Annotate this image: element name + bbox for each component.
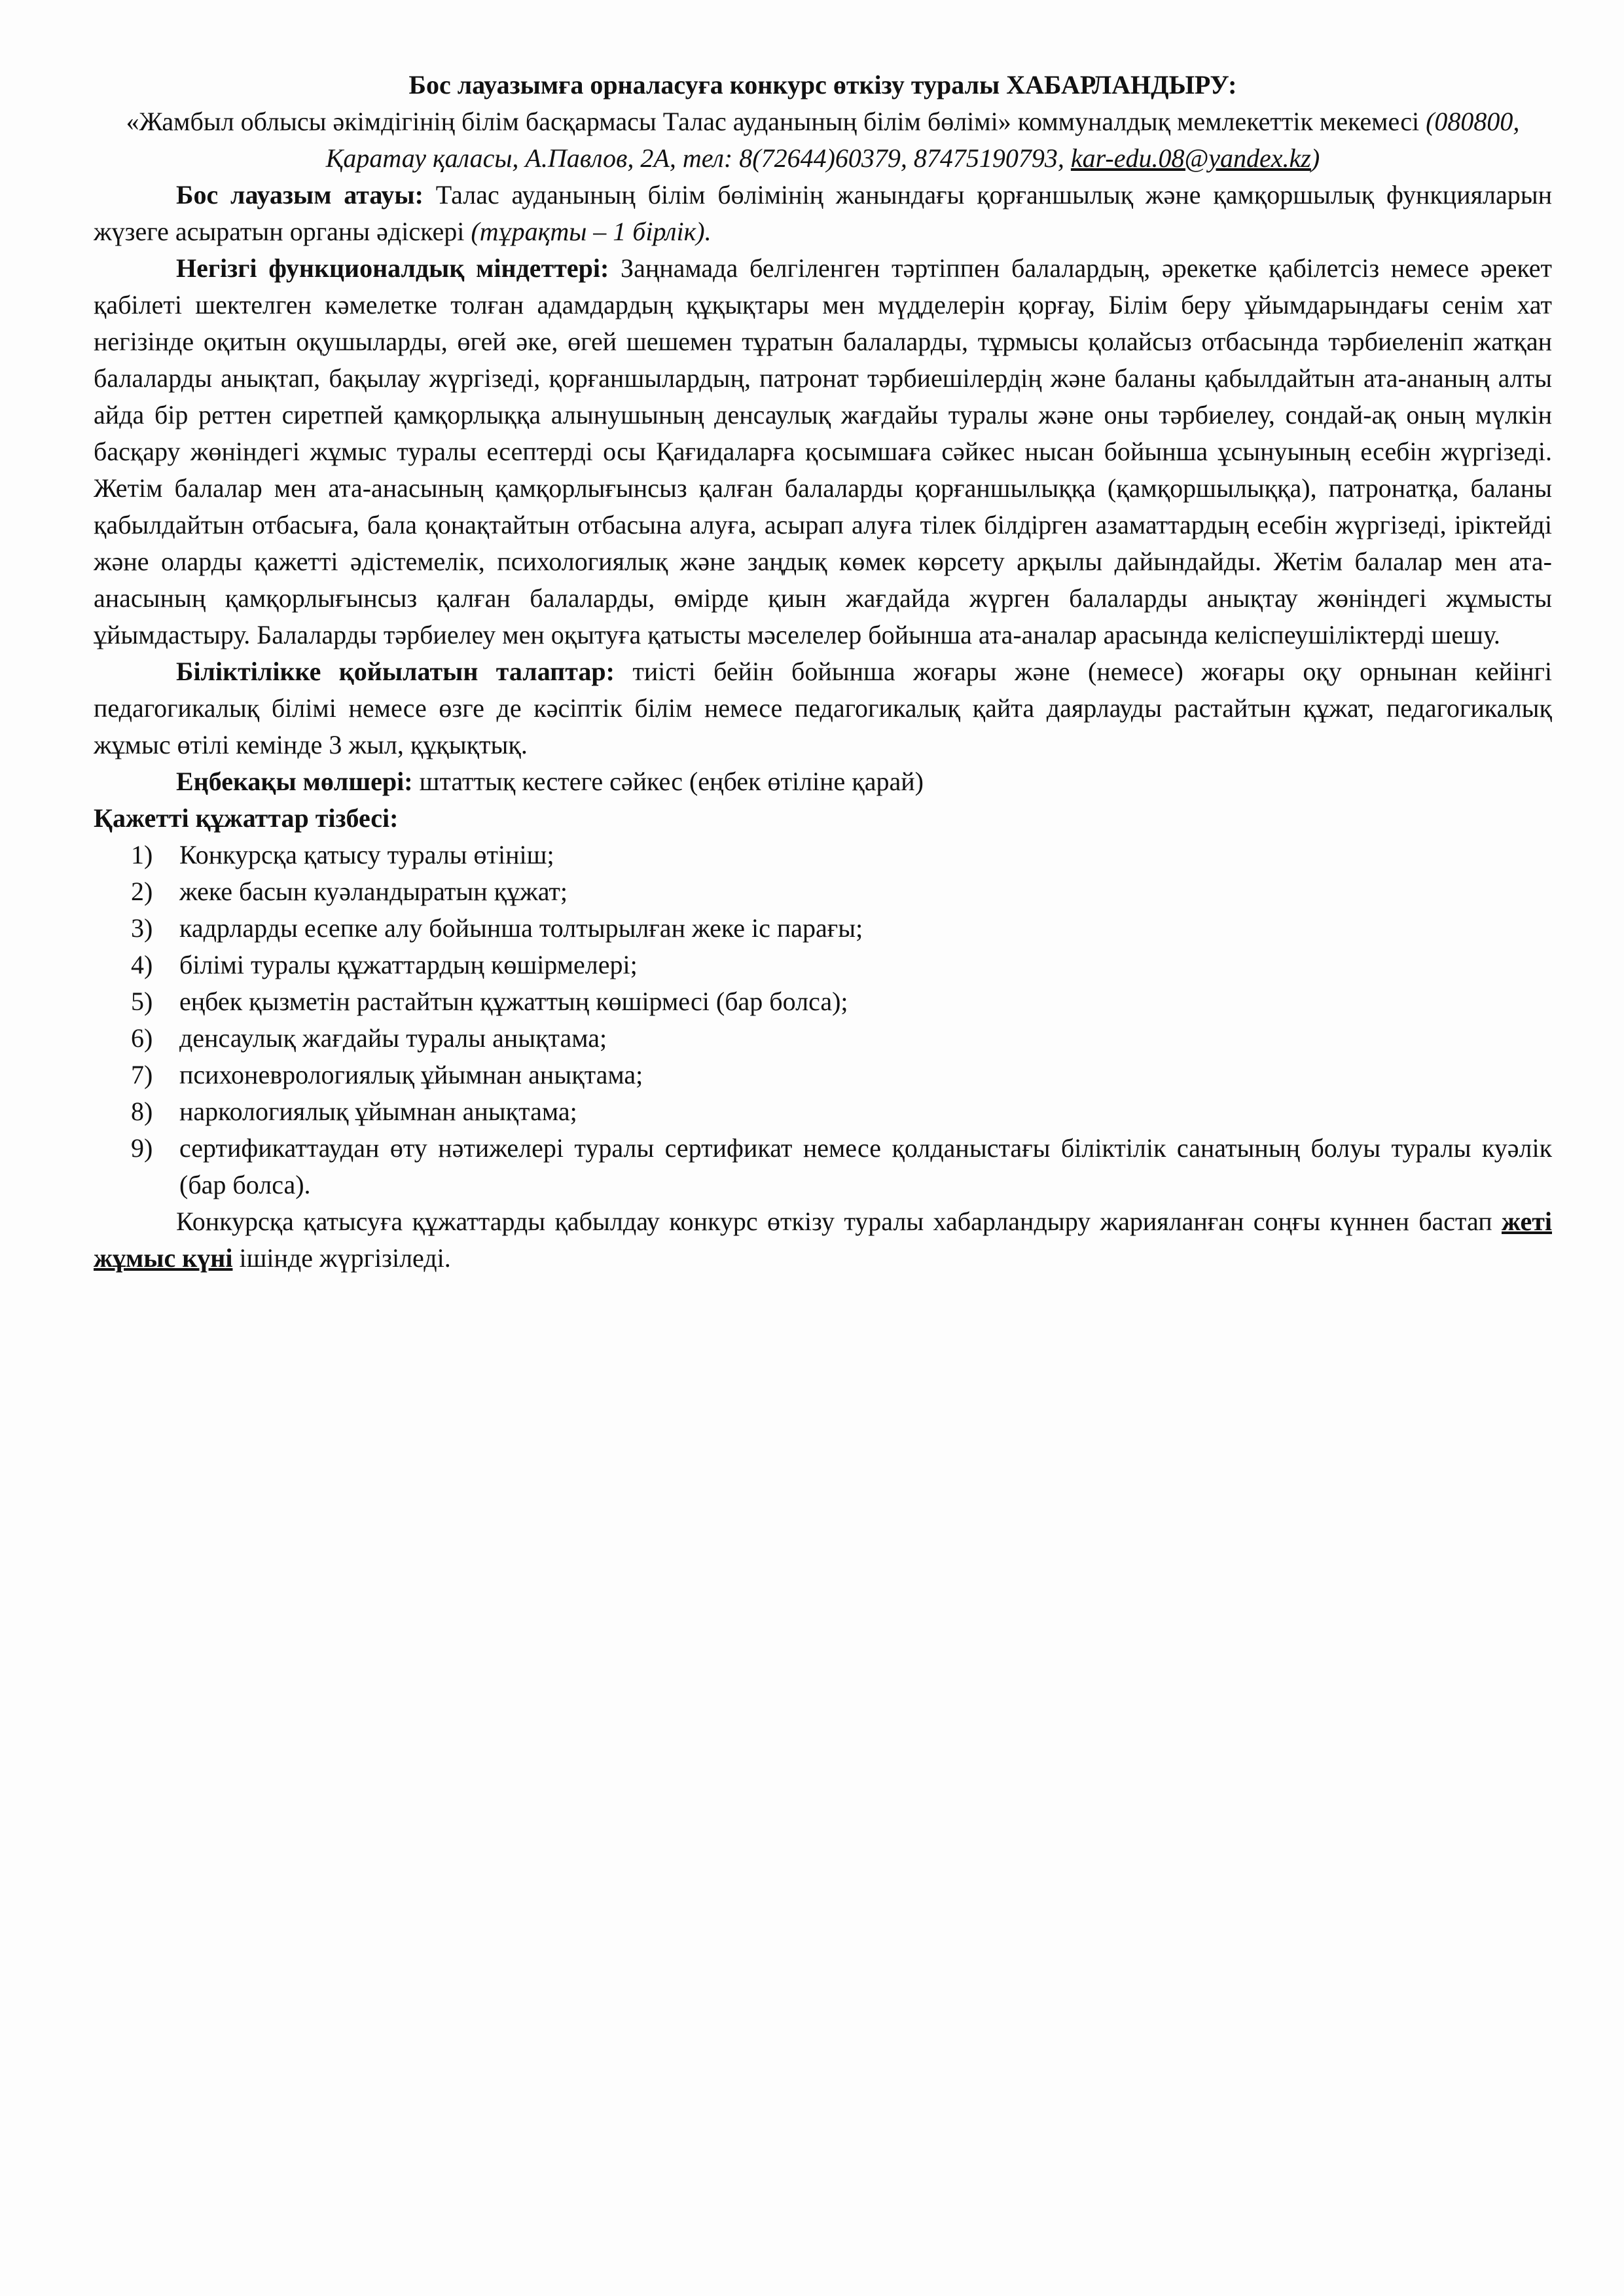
position-label: Бос лауазым атауы: xyxy=(176,180,424,210)
organization-name: «Жамбыл облысы әкімдігінің білім басқармасы Талас ауданының білім бөлімі» коммуналдық мемлекеттік мекемесі xyxy=(126,107,1420,136)
list-item-text: сертификаттаудан өту нәтижелері туралы сертификат немесе қолданыстағы біліктілік санатының болуы туралы куәлік (бар болса). xyxy=(179,1133,1552,1199)
list-item xyxy=(94,1020,1552,1057)
list-item-number: 2) xyxy=(131,877,153,906)
list-item xyxy=(94,1130,1552,1203)
list-item-number: 5) xyxy=(131,987,153,1016)
requirements-paragraph xyxy=(94,653,1552,763)
list-item xyxy=(94,1093,1552,1130)
list-item-text: наркологиялық ұйымнан анықтама; xyxy=(179,1097,577,1126)
list-item xyxy=(94,947,1552,983)
duties-paragraph xyxy=(94,250,1552,653)
list-item-text: білімі туралы құжаттардың көшірмелері; xyxy=(179,950,638,979)
position-paragraph xyxy=(94,177,1552,250)
organization-address: (080800, Қаратау қаласы, А.Павлов, 2А, тел: 8(72644)60379, 87475190793, xyxy=(325,107,1520,173)
closing-text-after: ішінде жүргізіледі. xyxy=(239,1243,451,1273)
list-item-text: психоневрологиялық ұйымнан анықтама; xyxy=(179,1060,643,1089)
position-text: Талас ауданының білім бөлімінің жанындағы қорғаншылық және қамқоршылық функцияларын жүзеге асыратын органы әдіскері xyxy=(94,180,1552,246)
organization-address-end: ) xyxy=(1310,143,1320,173)
list-item xyxy=(94,910,1552,947)
list-item-number: 3) xyxy=(131,913,153,943)
list-item-text: денсаулық жағдайы туралы анықтама; xyxy=(179,1023,607,1053)
list-item-number: 7) xyxy=(131,1060,153,1089)
duties-text: Заңнамада белгіленген тәртіппен балалардың, әрекетке қабілетсіз немесе әрекет қабілеті шектелген кәмелетке толған адамдардың құқықтары мен мүдделерін қорғау, Білім беру ұйымдарындағы сенім хат негізінде оқитын оқушыларды, өгей әке, өгей шешемен тұратын балаларды, тұрмысы қолайсыз отбасында тәрбиеленіп жатқан балаларды анықтап, бақылау жүргізеді, қорғаншылардың, патронат тәрбиешілердің және баланы қабылдайтын ата-ананың алты айда бір реттен сиретпей қамқорлыққа алынушының денсаулық жағдайы туралы және оны тәрбиелеу, сондай-ақ оның мүлкін басқару жөніндегі жұмыс туралы есептерді осы Қағидаларға қосымшаға сәйкес нысан бойынша ұсынуының есебін жүргізеді. Жетім балалар мен ата-анасының қамқорлығынсыз қалған балаларды қорғаншылыққа (қамқоршылыққа), патронатқа, баланы қабылдайтын отбасыға, бала қонақтайтын отбасына алуға, асырап алуға тілек білдірген азаматтардың есебін жүргізеді, іріктейді және оларды қажетті әдістемелік, психологиялық және заңдық көмек көрсету арқылы дайындайды. Жетім балалар мен ата-анасының қамқорлығынсыз қалған балаларды, өмірде қиын жағдайда жүрген балаларды анықтау жөніндегі жұмысты ұйымдастыру. Балаларды тәрбиелеу мен оқытуға қатысты мәселелер бойынша ата-аналар арасында келіспеушіліктерді шешу. xyxy=(94,253,1552,649)
list-item-text: жеке басын куәландыратын құжат; xyxy=(179,877,568,906)
list-item-number: 6) xyxy=(131,1023,153,1053)
salary-paragraph xyxy=(94,763,1552,800)
requirements-text: тиісті бейін бойынша жоғары және (немесе) жоғары оқу орнынан кейінгі педагогикалық білімі немесе өзге де кәсіптік білім немесе педагогикалық қайта даярлауды растайтын құжат, педагогикалық жұмыс өтілі кемінде 3 жыл, құқықтық. xyxy=(94,657,1553,759)
salary-text: штаттық кестеге сәйкес (еңбек өтіліне қарай) xyxy=(419,767,924,796)
salary-label: Еңбекақы мөлшері: xyxy=(176,767,413,796)
list-item-number: 9) xyxy=(131,1133,153,1163)
list-item xyxy=(94,837,1552,873)
list-item-number: 4) xyxy=(131,950,153,979)
organization-email: kar-edu.08@yandex.kz xyxy=(1070,143,1311,173)
position-note: (тұрақты – 1 бірлік). xyxy=(471,217,712,246)
list-item-number: 8) xyxy=(131,1097,153,1126)
list-item xyxy=(94,983,1552,1020)
duties-label: Негізгі функционалдық міндеттері: xyxy=(176,253,609,283)
document-title: Бос лауазымға орналасуға конкурс өткізу туралы ХАБАРЛАНДЫРУ: xyxy=(408,70,1237,100)
list-item xyxy=(94,873,1552,910)
announcement-document xyxy=(94,67,1552,1277)
requirements-label: Біліктілікке қойылатын талаптар: xyxy=(176,657,615,686)
closing-deadline: жеті жұмыс күні xyxy=(94,1207,1552,1273)
list-item xyxy=(94,1057,1552,1093)
list-item-text: еңбек қызметін растайтын құжаттың көшірмесі (бар болса); xyxy=(179,987,848,1016)
documents-list xyxy=(94,837,1552,1203)
closing-paragraph xyxy=(94,1203,1552,1277)
list-item-text: Конкурсқа қатысу туралы өтініш; xyxy=(179,840,554,869)
list-item-number: 1) xyxy=(131,840,153,869)
organization-block xyxy=(94,103,1552,177)
list-item-text: кадрларды есепке алу бойынша толтырылған жеке іс парағы; xyxy=(179,913,863,943)
closing-text-before: Конкурсқа қатысуға құжаттарды қабылдау конкурс өткізу туралы хабарландыру жарияланған соңғы күннен бастап xyxy=(176,1207,1492,1236)
documents-heading: Қажетті құжаттар тізбесі: xyxy=(94,803,399,833)
